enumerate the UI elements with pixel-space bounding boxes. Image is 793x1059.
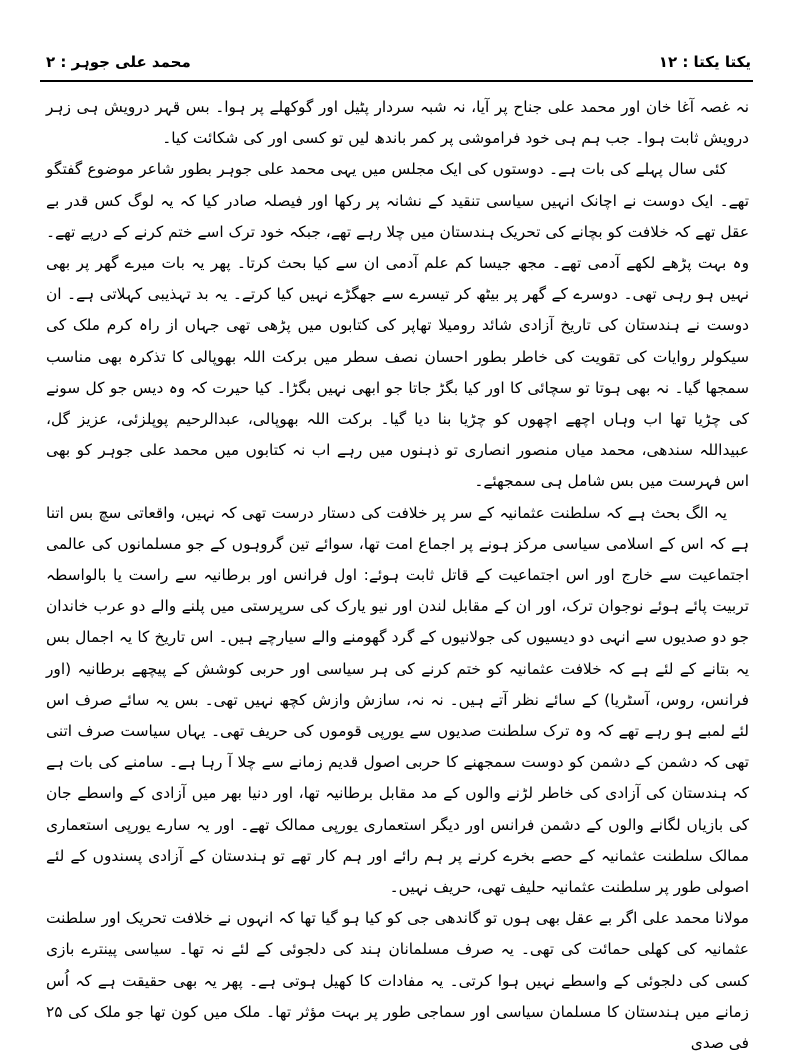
header-chapter-title: محمد علی جوہر : ۲ <box>46 53 191 71</box>
body-text <box>46 92 749 1059</box>
header-divider <box>40 80 753 82</box>
header-book-title: یکتا یکتا : ۱۲ <box>658 53 751 71</box>
page-header <box>46 50 751 74</box>
paragraph-3: یہ الگ بحث ہے کہ سلطنت عثمانیہ کے سر پر خلافت کی دستار درست تھی کہ نہیں، واقعاتی سچ بس اتنا ہے کہ اس کے اسلامی سیاسی مرکز ہونے پر اجماع امت تھا، سوائے تین گروہوں کے جو مسلمانوں کی عالمی اجتماعیت سے خارج اور اس اجتماعیت کے قاتل ثابت ہوئے: اول فرانس اور برطانیہ سے راست یا بالواسطہ تربیت پائے ہوئے نوجوان ترک، اور ان کے مقابل لندن اور نیو یارک کی سرپرستی میں پلنے والے دو عرب خاندان جو دو صدیوں سے انہی دو دیسیوں کی جولانیوں کے گرد گھومنے والے سیارچے ہیں۔ اس تاریخ کا یہ اجمال بس یہ بتانے کے لئے ہے کہ خلافت عثمانیہ کو ختم کرنے کی ہر سیاسی اور حربی کوشش کے پیچھے برطانیہ (اور فرانس، روس، آسٹریا) کے سائے نظر آتے ہیں۔ نہ نہ، سازش وازش کچھ نہیں تھی۔ بس یہ سائے صرف اس لئے لمبے ہو رہے تھے کہ وہ ترک سلطنت صدیوں سے یورپی قوموں کی حریف تھی۔ یہاں سیاست صرف اتنی تھی کہ دشمن کے دشمن کو دوست سمجھنے کا حربی اصول قدیم زمانے سے چلا آ رہا ہے۔ سامنے کی بات ہے کہ ہندستان کی آزادی کی خاطر لڑنے والوں کے مد مقابل برطانیہ تھا، اور دنیا بھر میں آزادی کے واسطے جان کی بازیاں لگانے والوں کے دشمن فرانس اور دیگر استعماری یورپی ممالک تھے۔ اور یہ سارے یورپی استعماری ممالک سلطنت عثمانیہ کے حصے بخرے کرنے پر ہم رائے اور ہم کار تھے تو ہندستان کے آزادی پسندوں کے لئے اصولی طور پر سلطنت عثمانیہ حلیف تھی، حریف نہیں۔ <box>46 503 749 897</box>
paragraph-1: نہ غصہ آغا خان اور محمد علی جناح پر آیا، نہ شبہ سردار پٹیل اور گوکھلے پر ہوا۔ بس قہر درویش ہی زہر درویش ثابت ہوا۔ جب ہم ہی خود فراموشی پر کمر باندھ لیں تو کسی اور کی شکائت کیا۔ <box>46 98 749 148</box>
paragraph-2: کئی سال پہلے کی بات ہے۔ دوستوں کی ایک مجلس میں یہی محمد علی جوہر بطور شاعر موضوع گفتگو تھے۔ ایک دوست نے اچانک انہیں سیاسی تنقید کے نشانہ پر رکھا اور فیصلہ صادر کیا کہ یہ لوگ کس قدر بے عقل تھے کہ خلافت کو بچانے کی تحریک ہندستان میں چلا رہے تھے، جبکہ خود ترک اسے ختم کرنے کے درپے تھے۔ وہ بہت پڑھے لکھے آدمی تھے۔ مجھ جیسا کم علم آدمی ان سے کیا بحث کرتا۔ پھر یہ بات میرے گھر پر بھی نہیں ہو رہی تھی۔ دوسرے کے گھر پر بیٹھ کر تیسرے سے جھگڑے نہیں کیا کرتے۔ یہ بد تہذیبی کہلاتی ہے۔ ان دوست نے ہندستان کی تاریخ آزادی شائد رومیلا تھاپر کی کتابوں میں پڑھی تھی جہاں از راہ کرم ملک کی سیکولر روایات کی تقویت کی خاطر بطور احسان نصف سطر میں برکت اللہ بھوپالی کا تذکرہ بھی مناسب سمجھا گیا۔ نہ بھی ہوتا تو سچائی کا اور کیا بگڑ جاتا جو ابھی نہیں بگڑا۔ کیا حیرت کہ وہ دیس جو کل سونے کی چڑیا تھا اب وہاں اچھے اچھوں کو چڑیا بنا دیا گیا۔ برکت اللہ بھوپالی، عبدالرحیم پوپلزئی، عزیز گل، عبیداللہ سندھی، محمد میاں منصور انصاری تو ذہنوں میں رہے اب نہ کتابوں میں محمد علی جوہر کو بھی اس فہرست میں بس شامل ہی سمجھئے۔ <box>46 160 749 491</box>
paragraph-4: مولانا محمد علی اگر بے عقل بھی ہوں تو گاندھی جی کو کیا ہو گیا تھا کہ انہوں نے خلافت تحریک اور سلطنت عثمانیہ کی کھلی حمائت کی تھی۔ یہ صرف مسلمانان ہند کی دلجوئی کے لئے نہ تھا۔ سیاسی پینترے بازی کسی کی دلجوئی کے واسطے نہیں ہوا کرتی۔ یہ مفادات کا کھیل ہوتی ہے۔ پھر یہ بھی حقیقت ہے کہ اُس زمانے میں ہندستان کا مسلمان سیاسی اور سماجی طور پر بہت مؤثر تھا۔ ملک میں کون تھا جو ملک کی ۲۵ فی صدی <box>46 909 749 1053</box>
